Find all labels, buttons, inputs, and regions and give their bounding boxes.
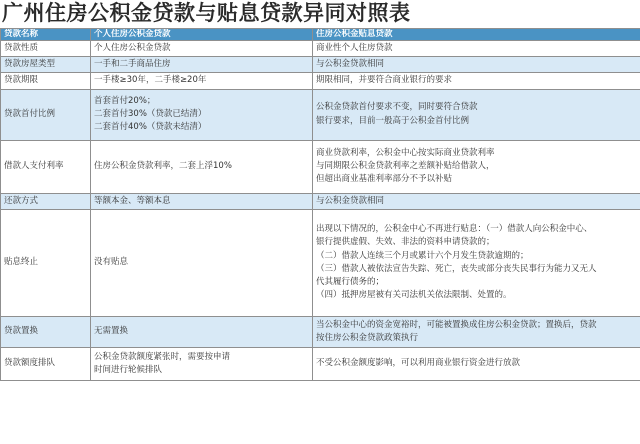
- cell-text-line: 时间进行轮候排队: [94, 364, 163, 375]
- cell-text-line: 银行要求，目前一般高于公积金首付比例: [316, 115, 470, 126]
- subsidized-cell: [313, 57, 640, 73]
- cell-text-line: 与同期限公积金贷款利率之差额补贴给借款人，: [316, 160, 495, 171]
- provident-fund-cell: [91, 347, 313, 380]
- provident-fund-cell: [91, 89, 313, 140]
- cell-text-line: 二套首付40%（贷款未结清）: [94, 122, 207, 133]
- cell-text-line: 按住房公积金贷款政策执行: [316, 332, 419, 343]
- provident-fund-cell: [91, 193, 313, 209]
- cell-text-line: （二）借款人连续三个月或累计六个月发生贷款逾期的；: [316, 250, 529, 261]
- row-label: 贷款首付比例: [1, 89, 91, 140]
- subsidized-cell: [313, 193, 640, 209]
- header-loan-name: 贷款名称: [1, 29, 91, 41]
- cell-text-line: 期限相同，并要符合商业银行的要求: [316, 75, 453, 86]
- subsidized-cell: [313, 73, 640, 89]
- row-label: 贷款额度排队: [1, 347, 91, 380]
- cell-text-line: 一手楼≥30年，二手楼≥20年: [94, 75, 207, 86]
- provident-fund-cell: [91, 140, 313, 193]
- cell-text-line: 代其履行债务的；: [316, 276, 385, 287]
- subsidized-cell: [313, 316, 640, 347]
- table-header-row: [1, 29, 640, 41]
- provident-fund-cell: [91, 41, 313, 57]
- cell-text-line: 一手和二手商品住房: [94, 59, 171, 70]
- row-label: 贷款房屋类型: [1, 57, 91, 73]
- cell-text-line: 银行提供虚假、失效、非法的资料申请贷款的；: [316, 237, 495, 248]
- cell-text-line: 二套首付30%（贷款已结清）: [94, 108, 207, 119]
- cell-text-line: 没有贴息: [94, 257, 129, 268]
- row-label: 借款人支付利率: [1, 140, 91, 193]
- row-label: 贷款期限: [1, 73, 91, 89]
- cell-text-line: 但超出商业基准利率部分不予以补贴: [316, 174, 453, 185]
- table-row: [1, 193, 640, 209]
- cell-text-line: 等额本金、等额本息: [94, 195, 171, 206]
- cell-text-line: 商业性个人住房贷款: [316, 43, 393, 53]
- subsidized-cell: [313, 209, 640, 316]
- table-row: [1, 89, 640, 140]
- cell-text-line: 出现以下情况的，公积金中心不再进行贴息：（一）借款人向公积金中心、: [316, 224, 593, 235]
- cell-text-line: 与公积金贷款相同: [316, 59, 385, 70]
- comparison-table: [0, 28, 640, 381]
- cell-text-line: 首套首付20%；: [94, 95, 156, 106]
- table-row: [1, 209, 640, 316]
- provident-fund-cell: [91, 73, 313, 89]
- cell-text-line: 不受公积金额度影响，可以利用商业银行资金进行放款: [316, 358, 521, 369]
- cell-text-line: 商业贷款利率，公积金中心按实际商业贷款利率: [316, 147, 495, 158]
- cell-text-line: （三）借款人被依法宣告失踪、死亡，丧失或部分丧失民事行为能力又无人: [316, 263, 597, 274]
- cell-text-line: 无需置换: [94, 326, 129, 337]
- subsidized-cell: [313, 140, 640, 193]
- subsidized-cell: [313, 347, 640, 380]
- row-label: 贷款置换: [1, 316, 91, 347]
- row-label: 贷款性质: [1, 41, 91, 57]
- row-label: 贴息终止: [1, 209, 91, 316]
- header-provident-fund-loan: 个人住房公积金贷款: [91, 29, 313, 41]
- page-title: 广州住房公积金贷款与贴息贷款异同对照表: [2, 1, 411, 25]
- cell-text-line: 住房公积金贷款利率，二套上浮10%: [94, 160, 232, 171]
- row-label: 还款方式: [1, 193, 91, 209]
- table-row: [1, 73, 640, 89]
- cell-text-line: 与公积金贷款相同: [316, 195, 385, 206]
- provident-fund-cell: [91, 209, 313, 316]
- cell-text-line: 当公积金中心的资金宽裕时，可能被置换成住房公积金贷款；置换后，贷款: [316, 319, 597, 330]
- provident-fund-cell: [91, 316, 313, 347]
- cell-text-line: 个人住房公积金贷款: [94, 43, 171, 53]
- table-row: [1, 140, 640, 193]
- subsidized-cell: [313, 89, 640, 140]
- table-row: [1, 41, 640, 57]
- cell-text-line: 公积金贷款额度紧张时，需要按申请: [94, 351, 231, 362]
- header-subsidized-loan: 住房公积金贴息贷款: [313, 29, 640, 41]
- cell-text-line: 公积金贷款首付要求不变，同时要符合贷款: [316, 102, 478, 113]
- table-row: [1, 316, 640, 347]
- table-row: [1, 57, 640, 73]
- subsidized-cell: [313, 41, 640, 57]
- provident-fund-cell: [91, 57, 313, 73]
- table-row: [1, 347, 640, 380]
- cell-text-line: （四）抵押房屋被有关司法机关依法限制、处置的。: [316, 290, 512, 301]
